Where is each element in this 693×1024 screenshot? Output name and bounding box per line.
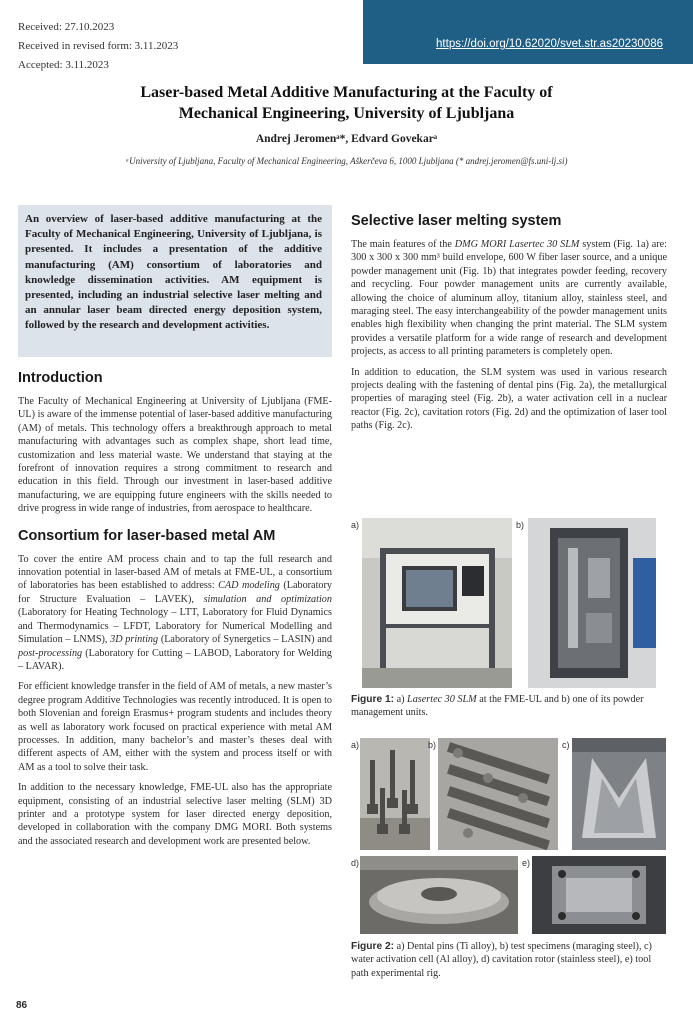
- consortium-paragraph-2: For efficient knowledge transfer in the field of AM of metals, a new master’s degree program Additive Technologies was recently introduced. It is open to both Slovenian and foreign Erasmus+ program students and includes theory as well as laboratory work focused on practical experience with metal AM processes. In addition, many bachelor’s and master’s theses deal with different aspects of AM, either with the system and process itself or with AM as a tool to solve their task.: [18, 681, 332, 773]
- fig2-label-b: b): [428, 740, 437, 750]
- consortium-paragraph-3: In addition to the necessary knowledge, FME-UL also has the appropriate equipment, consisting of an industrial selective laser melting (SLM) 3D printer and a prototype system for laser directed energy deposition, developed in collaboration with the company DMG MORI. Both systems and the associated research and development work are presented below.: [18, 782, 332, 847]
- left-column: [18, 370, 332, 855]
- right-column: [351, 213, 667, 440]
- title-line-1: Laser-based Metal Additive Manufacturing at the Faculty of: [140, 84, 553, 101]
- revised-date: Received in revised form: 3.11.2023: [18, 40, 179, 52]
- fig2-label-c: c): [562, 740, 570, 750]
- page-number: 86: [16, 1000, 28, 1011]
- paper-title: [0, 82, 693, 124]
- slm-heading: Selective laser melting system: [351, 213, 562, 229]
- intro-heading: Introduction: [18, 370, 103, 386]
- fig2-label-d: d): [351, 858, 360, 868]
- title-line-2: Mechanical Engineering, University of Ljubljana: [178, 105, 515, 122]
- fig2-caption: Figure 2: a) Dental pins (Ti alloy), b) test specimens (maraging steel), c) water activation cell (Al alloy), d) cavitation rotor (stainless steel), e) tool path experimental rig.: [351, 941, 652, 979]
- fig2-label-a: a): [351, 740, 360, 750]
- fig2e-photo: [532, 856, 666, 934]
- doi-link[interactable]: https://doi.org/10.62020/svet.str.as20230086: [436, 38, 663, 50]
- slm-paragraph-2: In addition to education, the SLM system was used in various research projects dealing with the fastening of dental pins (Fig. 2a), the metallurgical properties of maraging steel (Fig. 2b), a water activation cell in a nuclear reactor (Fig. 2c), cavitation rotors (Fig. 2d) and the optimization of laser tool paths (Fig. 2c).: [351, 366, 667, 432]
- fig1-label-a: a): [351, 520, 360, 530]
- accepted-date: Accepted: 3.11.2023: [18, 59, 109, 71]
- fig1b-photo: [528, 518, 656, 688]
- affiliation: ᵃUniversity of Ljubljana, Faculty of Mechanical Engineering, Aškerčeva 6, 1000 Ljubljana (* andrej.jeromen@fs.uni-lj.si): [125, 156, 568, 166]
- fig1-label-b: b): [516, 520, 525, 530]
- fig2-label-e: e): [522, 858, 531, 868]
- fig2d-photo: [360, 856, 518, 934]
- received-date: Received: 27.10.2023: [18, 21, 115, 33]
- consortium-heading: Consortium for laser-based metal AM: [18, 527, 276, 544]
- authors: Andrej Jeromenᵃ*, Edvard Govekarᵃ: [255, 133, 438, 145]
- article-dates: [18, 18, 178, 75]
- intro-paragraph: The Faculty of Mechanical Engineering at University of Ljubljana (FME-UL) is aware of the immense potential of laser-based additive manufacturing (AM) of metals. This technology offers a breakthrough approach to metal manufacturing with advantages such as complex shape, short lead time, customization and less material waste. We understand that staying at the forefront of innovation requires a strong commitment to research and education in this field. Through our investment in laser-based additive manufacturing, we are equipping future engineers with the skills needed to drive progress in wide range of industries, from aerospace to healthcare.: [18, 396, 332, 515]
- fig1-caption: Figure 1: a) Lasertec 30 SLM at the FME-UL and b) one of its powder management units.: [351, 694, 644, 719]
- abstract-box: An overview of laser-based additive manufacturing at the Faculty of Mechanical Engineering, University of Ljubljana, is presented. It includes a presentation of the additive manufacturing (AM) consortium of laboratories and knowledge dissemination activities. AM equipment is presented, including an industrial selective laser melting and an annular laser beam directed energy deposition system, followed by the research and development activities.: [18, 205, 332, 357]
- slm-paragraph-1: The main features of the DMG MORI Lasertec 30 SLM system (Fig. 1a) are: 300 x 300 x 300 mm³ build envelope, 600 W fiber laser source, and a unique powder management unit (Fig. 1b) that integrates powder feeding, recovery and recycling. Four powder management units are currently available, allowing the choice of aluminum alloy, titanium alloy, stainless steel, and maraging steel. The easy interchangeability of the powder management units enables high flexibility when changing the print material. The SLM system provides a versatile platform for a wide range of research and development projects, as access to all printing parameters is completely open.: [351, 239, 667, 358]
- fig2c-photo: [572, 738, 666, 850]
- fig2a-photo: [360, 738, 430, 850]
- fig2b-photo: [438, 738, 558, 850]
- consortium-paragraph-1: To cover the entire AM process chain and to tap the full research and innovation potential in laser-based AM of metals at FME-UL, a consortium of laboratories has been established to address: CAD modeling (Laboratory for Structure Evaluation – LAVEK), simulation and optimization (Laboratory for Heating Technology – LTT, Laboratory for Fluid Dynamics and Thermodynamics – LFDT, Laboratory for Numerical Modelling and Simulation – LNMS), 3D printing (Laboratory of Synergetics – LASIN) and post-processing (Laboratory for Cutting – LABOD, Laboratory for Welding – LAVAR).: [18, 553, 332, 672]
- doi-banner: [363, 0, 693, 64]
- fig1a-photo: [362, 518, 512, 688]
